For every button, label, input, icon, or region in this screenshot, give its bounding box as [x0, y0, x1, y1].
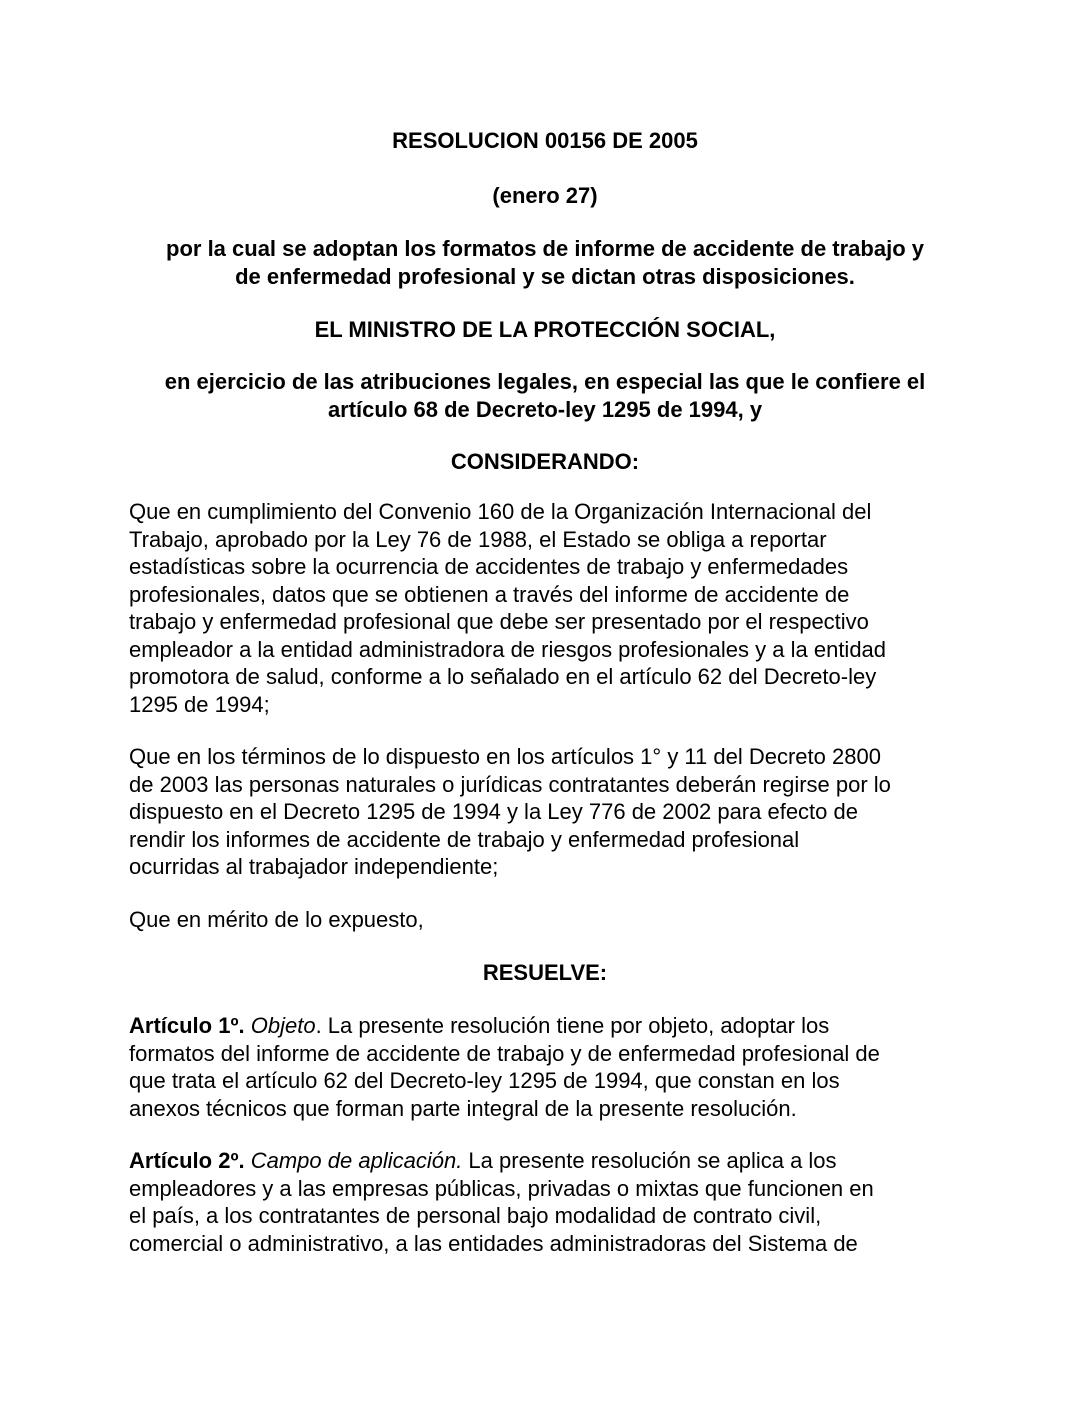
paragraph-line: comercial o administrativo, a las entidades administradoras del Sistema de: [129, 1230, 858, 1256]
paragraph-line: 1295 de 1994;: [129, 691, 270, 717]
document-title: RESOLUCION 00156 DE 2005: [392, 128, 698, 153]
articulo-2-text: La presente resolución se aplica a los: [462, 1148, 837, 1173]
articulo-2-first-line: [129, 1147, 989, 1175]
paragraph-line: formatos del informe de accidente de trabajo y de enfermedad profesional de: [129, 1040, 880, 1066]
paragraph-line: anexos técnicos que forman parte integral de la presente resolución.: [129, 1095, 797, 1121]
paragraph-line: promotora de salud, conforme a lo señalado en el artículo 62 del Decreto-ley: [129, 664, 877, 689]
document-subject: [129, 235, 961, 291]
considerando-paragraph-1: [129, 498, 989, 718]
articulo-1: [129, 1012, 989, 1122]
subject-line: de enfermedad profesional y se dictan otras disposiciones.: [235, 264, 855, 289]
powers-line: en ejercicio de las atribuciones legales, en especial las que le confiere el: [164, 369, 926, 394]
paragraph-line: Trabajo, aprobado por la Ley 76 de 1988, el Estado se obliga a reportar: [129, 526, 827, 552]
paragraph-line: profesionales, datos que se obtienen a través del informe de accidente de: [129, 581, 850, 607]
considerando-paragraph-2: [129, 743, 989, 881]
articulo-1-text: . La presente resolución tiene por objeto, adoptar los: [315, 1013, 830, 1038]
paragraph-line: dispuesto en el Decreto 1295 de 1994 y la Ley 776 de 2002 para efecto de: [129, 799, 858, 824]
paragraph-line: ocurridas al trabajador independiente;: [129, 854, 499, 879]
authority-heading: EL MINISTRO DE LA PROTECCIÓN SOCIAL,: [314, 317, 776, 342]
paragraph-line: estadísticas sobre la ocurrencia de accidentes de trabajo y enfermedades: [129, 554, 849, 579]
articulo-2-label: Artículo 2º.: [129, 1148, 245, 1173]
paragraph-line: empleadores y a las empresas públicas, privadas o mixtas que funcionen en: [129, 1175, 874, 1201]
paragraph-line: trabajo y enfermedad profesional que debe ser presentado por el respectivo: [129, 609, 869, 634]
paragraph-line: empleador a la entidad administradora de riesgos profesionales y a la entidad: [129, 636, 887, 662]
considerando-heading: CONSIDERANDO:: [450, 449, 640, 474]
paragraph-line: rendir los informes de accidente de trabajo y enfermedad profesional: [129, 826, 800, 852]
resuelve-heading: RESUELVE:: [482, 960, 608, 985]
paragraph-line: de 2003 las personas naturales o jurídicas contratantes deberán regirse por lo: [129, 771, 891, 797]
paragraph-line: Que en cumplimiento del Convenio 160 de la Organización Internacional del: [129, 499, 872, 524]
articulo-1-first-line: [129, 1012, 989, 1040]
articulo-2: [129, 1147, 989, 1257]
paragraph-line: Que en los términos de lo dispuesto en los artículos 1° y 11 del Decreto 2800: [129, 744, 881, 769]
paragraph-line: que trata el artículo 62 del Decreto-ley 1295 de 1994, que constan en los: [129, 1068, 840, 1093]
articulo-2-heading: Campo de aplicación.: [250, 1148, 463, 1173]
articulo-1-heading: Objeto: [250, 1013, 316, 1038]
powers-statement: [129, 368, 961, 424]
articulo-1-label: Artículo 1º.: [129, 1013, 245, 1038]
considerando-paragraph-3: Que en mérito de lo expuesto,: [129, 907, 424, 932]
paragraph-line: el país, a los contratantes de personal bajo modalidad de contrato civil,: [129, 1203, 822, 1228]
subject-line: por la cual se adoptan los formatos de informe de accidente de trabajo y: [166, 236, 924, 261]
powers-line: artículo 68 de Decreto-ley 1295 de 1994, y: [327, 397, 763, 422]
document-date: (enero 27): [492, 183, 598, 208]
